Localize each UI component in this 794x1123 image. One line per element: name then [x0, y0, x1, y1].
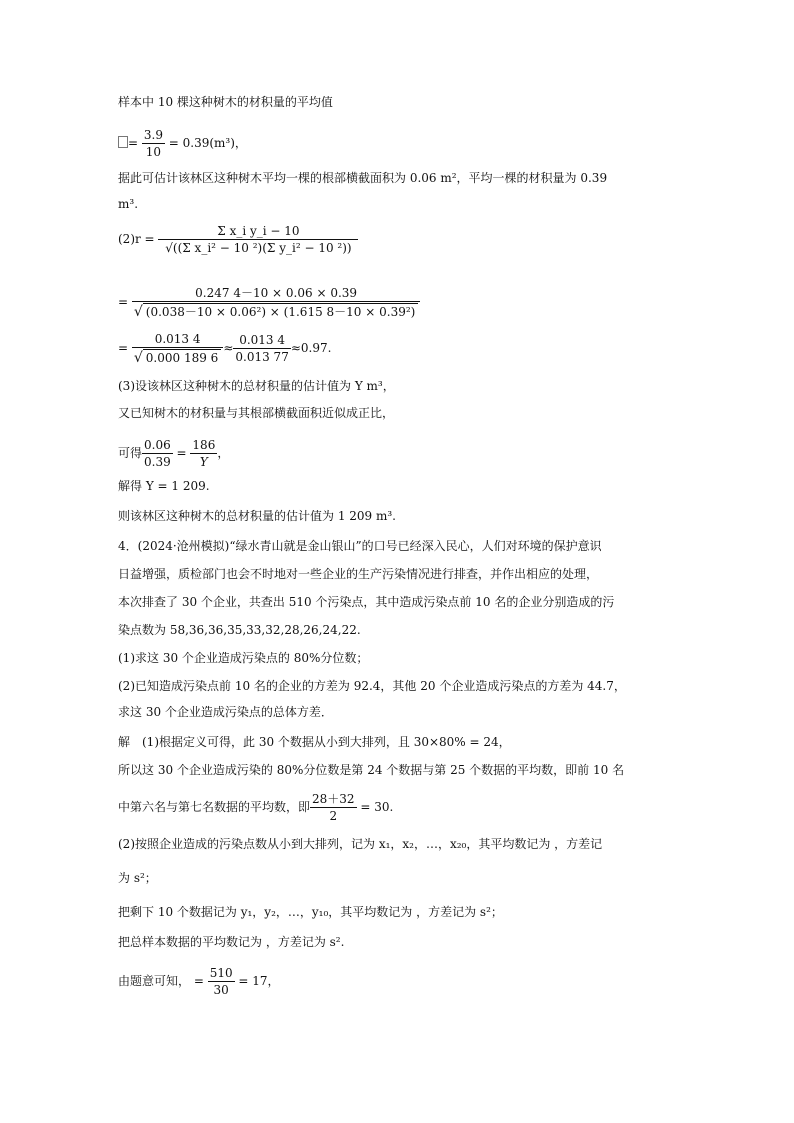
fraction-proportion-left: $\frac{0.06}{0.39}$	[144, 438, 171, 469]
equation-proportion: 可得 $\frac{0.06}{0.39}$ = $\frac{186}{Y}$ ，	[118, 438, 230, 469]
fraction-proportion-right: $\frac{186}{Y}$	[192, 438, 216, 469]
equation-correlation-r: (2)r = $\frac{\text{Σ x\_i y\_i − 10}}{\text{√((Σ x\_i² − 10 ²)(Σ y\_i² − 10 ²))}}$	[118, 224, 358, 255]
solution-part-2-line-2: 为 s²；	[118, 871, 157, 885]
problem-4-question-2: (2)已知造成污染点前 10 名的企业的方差为 92.4，其他 20 个企业造成污染点的方差为 44.7，	[118, 679, 626, 693]
text-line-unit: m³.	[118, 197, 139, 211]
problem-4-statement-line-2: 日益增强，质检部门也会不时地对一些企业的生产污染情况进行排查，并作出相应的处理，	[118, 567, 599, 581]
problem-4-statement-line-4: 染点数为 58,36,36,35,33,32,28,26,24,22.	[118, 623, 361, 637]
sqrt-symbol-icon: √	[133, 304, 143, 320]
equation-correlation-values: = $\frac{0.247 4-10 \times 0.06 \times 0.39}{\text{√ (0.038－10 × 0.06²) × (1.615 8－10 × 0.39²)}}$	[118, 286, 420, 319]
text-line-solution-y: 解得 Y = 1 209.	[118, 479, 210, 493]
equation-total-mean: 由题意可知， = $\frac{510}{30}$ = 17，	[118, 966, 280, 997]
solution-part-2-line-1: (2)按照企业造成的污染点数从小到大排列，记为 x₁，x₂，…，x₂₀，其平均数记为 ，方差记	[118, 837, 603, 851]
fraction-result-1: $\frac{0.013 4}{√ 0.000 189 6}$	[132, 332, 223, 365]
equation-percentile: 中第六名与第七名数据的平均数，即 $\frac{28+32}{2}$ = 30.	[118, 792, 394, 823]
problem-4-statement-line-3: 本次排查了 30 个企业，共查出 510 个污染点，其中造成污染点前 10 名的企业分别造成的污	[118, 595, 615, 609]
text-line-mean-intro: 样本中 10 棵这种树木的材积量的平均值	[118, 95, 333, 109]
fraction-mean: $\frac{3.9}{10}$	[143, 128, 163, 159]
equation-correlation-result: = $\frac{0.013 4}{√ 0.000 189 6}$ ≈ $\frac{0.013 4}{0.013 77}$ ≈0.97.	[118, 332, 332, 366]
problem-4-statement-line-1: 4．(2024·沧州模拟)“绿水青山就是金山银山”的口号已经深入民心，人们对环境的保护意识	[118, 539, 602, 553]
text-line-proportional: 又已知树木的材积量与其根部横截面积近似成正比，	[118, 406, 395, 420]
fraction-correlation: $\frac{\text{Σ x\_i y\_i − 10}}{\text{√((Σ x\_i² − 10 ²)(Σ y\_i² − 10 ²))}}$	[158, 224, 358, 255]
mean-symbol-placeholder	[118, 136, 128, 148]
problem-4-question-1: (1)求这 30 个企业造成污染点的 80%分位数；	[118, 651, 369, 665]
sqrt-symbol-icon: √	[133, 350, 143, 366]
solution-part-2-line-3: 把剩下 10 个数据记为 y₁，y₂，…，y₁₀，其平均数记为 ，方差记为 s²；	[118, 905, 503, 919]
fraction-result-2: $\frac{0.013 4}{0.013 77}$	[235, 333, 289, 364]
fraction-total-mean: $\frac{510}{30}$	[209, 966, 233, 997]
fraction-correlation-values: $\frac{0.247 4-10 \times 0.06 \times 0.39}{\text{√ (0.038－10 × 0.06²) × (1.615 8－10 × 0.39²)}}$	[132, 286, 420, 319]
problem-4-question-2-cont: 求这 30 个企业造成污染点的总体方差．	[118, 705, 333, 719]
solution-part-2-line-4: 把总样本数据的平均数记为 ，方差记为 s².	[118, 935, 345, 949]
solution-part-1-cont: 所以这 30 个企业造成污染的 80%分位数是第 24 个数据与第 25 个数据的平均数，即前 10 名	[118, 763, 625, 777]
text-line-estimate: 据此可估计该林区这种树木平均一棵的根部横截面积为 0.06 m²，平均一棵的材积量为 0.39	[118, 171, 608, 185]
equation-mean-volume: = $\frac{3.9}{10}$ = 0.39(m³)，	[118, 128, 247, 159]
text-line-total-estimate: (3)设该林区这种树木的总材积量的估计值为 Y m³，	[118, 379, 395, 393]
text-line-conclusion: 则该林区这种树木的总材积量的估计值为 1 209 m³.	[118, 509, 396, 523]
solution-part-1: 解 (1)根据定义可得，此 30 个数据从小到大排列，且 30×80% = 24，	[118, 735, 511, 749]
fraction-percentile: $\frac{28+32}{2}$	[312, 792, 355, 823]
